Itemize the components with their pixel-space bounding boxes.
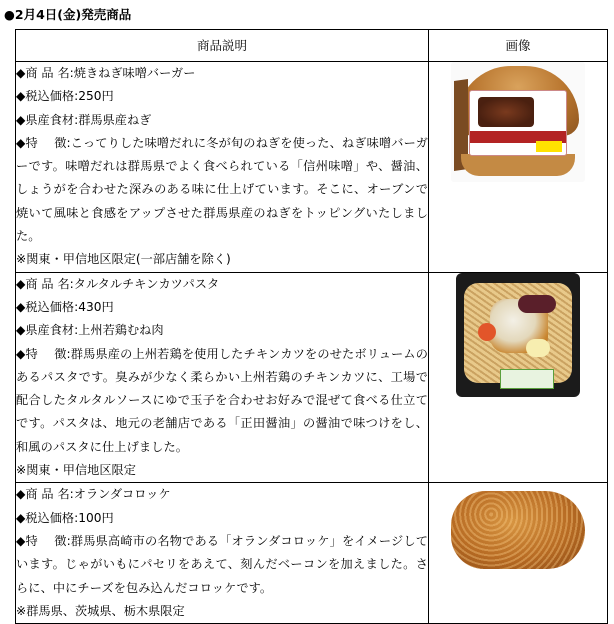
product-row [16,272,608,483]
product-image-cell [429,272,608,483]
product-features: ◆特 徴:群馬県産の上州若鶏を使用したチキンカツをのせたボリュームのあるパスタです。臭みが少なく柔らかい上州若鶏のチキンカツに、工場で配合したタルタルソースにゆで玉子を合わせお好みで混ぜて食べる仕立てです。パスタは、地元の老舗店である「正田醤油」の醤油で味つけをし、和風のパスタに仕上げました。 [16,346,428,454]
header-row [16,30,608,62]
product-note: ※関東・甲信地区限定 [16,463,136,478]
product-name: ◆商 品 名:焼きねぎ味噌バーガー [16,66,196,80]
products-table [15,29,608,624]
product-note: ※関東・甲信地区限定(一部店舗を除く) [16,252,231,267]
product-note: ※群馬県、茨城県、栃木県限定 [16,603,185,618]
product-price: ◆税込価格:100円 [16,510,114,525]
product-name: ◆商 品 名:オランダコロッケ [16,487,171,502]
product-price: ◆税込価格:250円 [16,89,114,104]
image-column-header: 画像 [429,30,608,62]
product-description [16,62,429,273]
croquette-photo [447,483,589,575]
product-ingredient: ◆県産食材:群馬県産ねぎ [16,112,152,127]
product-image-cell [429,62,608,273]
product-description [16,272,429,483]
pasta-photo [456,273,580,397]
product-features: ◆特 徴:こってりした味噌だれに冬が旬のねぎを使った、ねぎ味噌バーガーです。味噌だれは群馬県でよく食べられている「信州味噌」や、醤油、しょうがを合わせた深みのある味に仕上げています。そこに、オーブンで焼いて風味と食感をアップさせた群馬県産のねぎをトッピングいたしました。 [16,135,428,244]
product-description [16,483,429,624]
product-price: ◆税込価格:430円 [16,299,114,314]
product-row [16,62,608,273]
burger-photo [451,62,585,182]
product-name: ◆商 品 名:タルタルチキンカツパスタ [16,276,220,291]
product-features: ◆特 徴:群馬県高崎市の名物である「オランダコロッケ」をイメージしています。じゃがいもにパセリをあえて、刻んだベーコンを加えました。さらに、中にチーズを包み込んだコロッケです。 [16,533,428,595]
product-image-cell [429,483,608,624]
section-heading: ●2月4日(金)発売商品 [4,7,132,22]
description-column-header: 商品説明 [16,30,429,62]
product-row [16,483,608,624]
product-ingredient: ◆県産食材:上州若鶏むね肉 [16,323,164,338]
